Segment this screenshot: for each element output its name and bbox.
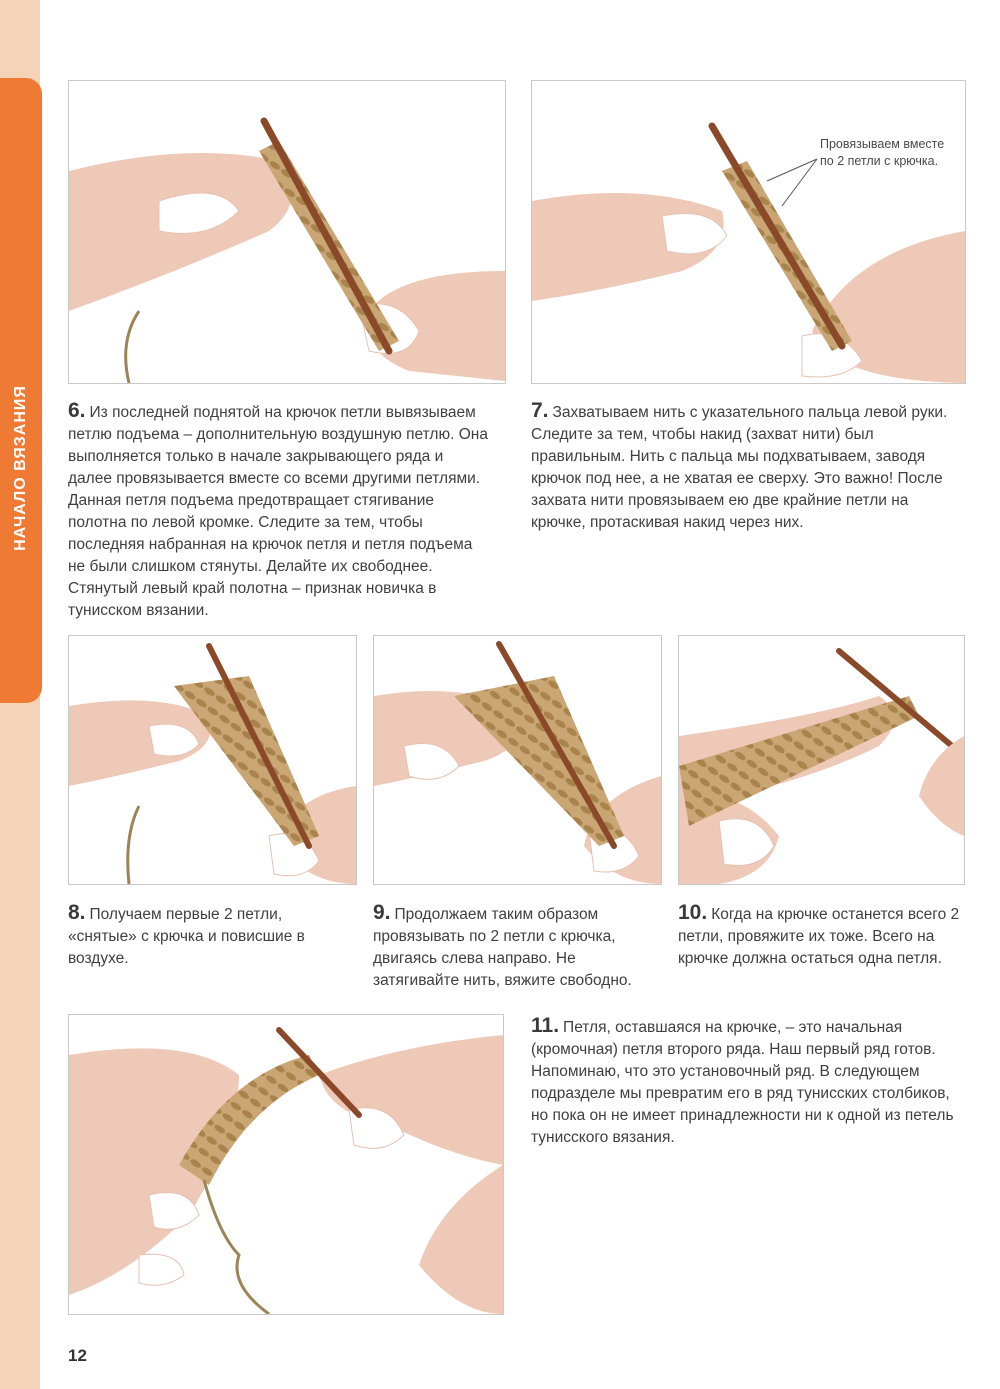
photo-step-6 [68, 80, 506, 384]
photo-annotation: Провязываем вместе по 2 петли с крючка. [820, 137, 945, 168]
photo-step-8 [68, 635, 357, 885]
photo-step-10 [678, 635, 965, 885]
step-10-text [678, 902, 963, 970]
step-11-text [531, 1015, 961, 1149]
page-number: 12 [68, 1346, 87, 1365]
step-8-number: 8. [68, 901, 86, 924]
photo-step-11 [68, 1014, 504, 1315]
step-10-number: 10. [678, 901, 708, 924]
step-9-number: 9. [373, 901, 391, 924]
step-6-text [68, 400, 488, 622]
step-6-body: Из последней поднятой на крючок петли вывязываем петлю подъема – дополнительную воздушную петлю. Она выполняется только в начале закрывающего ряда и далее провязывается вместе со всеми другими петлями. Данная петля подъема предотвращает стягивание полотна по левой кромке. Следите за тем, чтобы последняя набранная на крючок петля и петля подъема не были слишком стянуты. Делайте их свободнее. Стянутый левый край полотна – признак новичка в тунисском вязании. [68, 404, 488, 619]
step-9-text [373, 902, 658, 992]
step-7-body: Захватываем нить с указательного пальца левой руки. Следите за тем, чтобы накид (захват нити) был правильным. Нить с пальца мы подхватываем, заводя крючок под нее, а не хватая ее сверху. Это важно! После захвата нити провязываем ею две крайние петли на крючке, протаскивая накид через них. [531, 404, 948, 531]
step-6-number: 6. [68, 399, 86, 422]
step-8-text [68, 902, 338, 970]
step-10-body: Когда на крючке останется всего 2 петли, провяжите их тоже. Всего на крючке должна остаться одна петля. [678, 906, 960, 967]
step-11-body: Петля, оставшаяся на крючке, – это начальная (кромочная) петля второго ряда. Наш первый ряд готов. Напоминаю, что это установочный ряд. В следующем подразделе мы превратим его в ряд тунисских столбиков, но пока он не имеет принадлежности ни к одной из петель тунисского вязания. [531, 1019, 954, 1146]
step-7-text [531, 400, 951, 534]
step-11-number: 11. [531, 1014, 560, 1037]
step-7-number: 7. [531, 399, 549, 422]
chapter-side-tab [0, 78, 42, 703]
photo-step-7 [531, 80, 966, 384]
photo-step-9 [373, 635, 662, 885]
step-9-body: Продолжаем таким образом провязывать по 2 петли с крючка, двигаясь слева направо. Не затягивайте нить, вяжите свободно. [373, 906, 632, 989]
step-8-body: Получаем первые 2 петли, «снятые» с крючка и повисшие в воздухе. [68, 906, 305, 967]
chapter-side-tab-label: НАЧАЛО ВЯЗАНИЯ [12, 385, 29, 551]
